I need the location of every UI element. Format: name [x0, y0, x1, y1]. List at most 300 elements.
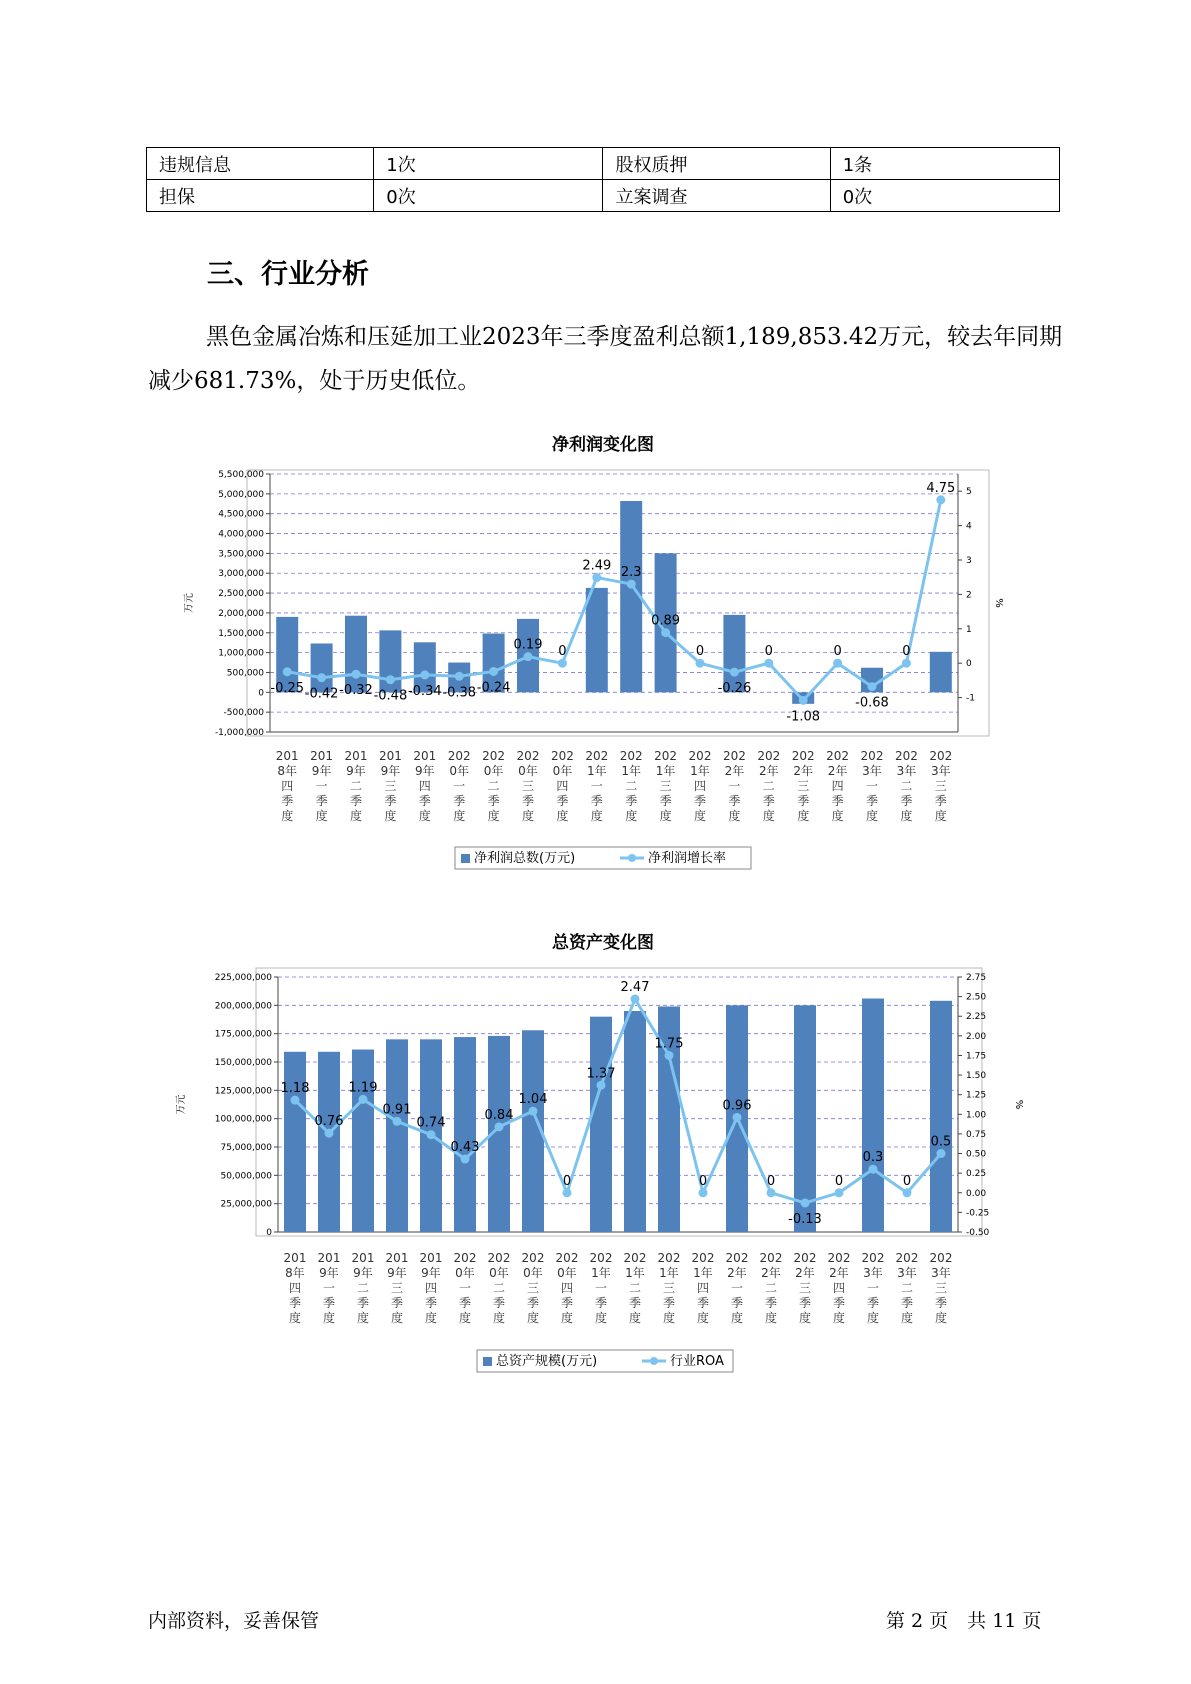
x-tick-label: 季 [865, 794, 879, 808]
x-tick-label: 度 [865, 809, 879, 823]
line-point [764, 659, 773, 668]
y-tick-label: 125,000,000 [214, 1086, 272, 1097]
data-label: 0.5 [930, 1134, 952, 1150]
x-tick-label: 四 [696, 1281, 710, 1295]
line-point [767, 1188, 776, 1197]
line-point [393, 1117, 402, 1126]
y2-tick-label: 3 [966, 556, 972, 566]
x-tick-label: 季 [458, 1296, 472, 1310]
line-point [592, 573, 601, 582]
info-table [146, 147, 1060, 212]
data-label: -0.13 [788, 1211, 822, 1227]
x-tick-label: 四 [418, 779, 431, 793]
x-tick-label: 202 [589, 1251, 613, 1265]
x-tick-label: 二 [625, 779, 638, 793]
line-point [359, 1095, 368, 1104]
x-tick-label: 季 [556, 794, 569, 808]
x-tick-label: 季 [384, 794, 397, 808]
y2-tick-label: -0.25 [966, 1208, 990, 1219]
data-label: -0.68 [855, 695, 889, 711]
x-tick-label: 9年 [319, 1266, 339, 1280]
y-tick-label: 150,000,000 [214, 1058, 272, 1068]
x-tick-label: 202 [487, 1251, 511, 1265]
x-tick-label: 202 [929, 749, 953, 763]
x-tick-label: 201 [275, 749, 299, 763]
x-tick-label: 0年 [557, 1266, 577, 1280]
x-tick-label: 度 [521, 809, 535, 823]
y-tick-label: 5,500,000 [218, 470, 264, 480]
y2-axis-title: % [1013, 1099, 1024, 1110]
y2-tick-label: 1 [966, 624, 972, 635]
legend-line-marker [650, 1357, 658, 1365]
line-point [283, 667, 292, 676]
x-tick-label: 3年 [931, 1266, 951, 1280]
data-label: 1.19 [348, 1080, 378, 1096]
y-tick-label: 2,000,000 [218, 608, 264, 619]
x-tick-label: 202 [453, 1251, 477, 1265]
table-cell: 0次 [374, 180, 603, 212]
x-tick-label: 季 [628, 1296, 642, 1310]
data-label: 0.76 [314, 1114, 344, 1130]
x-tick-label: 一 [315, 779, 328, 793]
y2-axis-title: % [993, 598, 1004, 608]
y2-tick-label: 2.50 [966, 992, 987, 1003]
bar [284, 1052, 306, 1232]
line-point [420, 670, 429, 679]
y-tick-label: 100,000,000 [214, 1114, 272, 1125]
x-tick-label: 202 [861, 1251, 885, 1265]
data-label: -0.24 [476, 680, 511, 696]
x-tick-label: 三 [521, 779, 535, 793]
x-tick-label: 202 [860, 749, 884, 763]
y2-tick-label: 2.00 [966, 1031, 987, 1042]
x-tick-label: 3年 [862, 764, 882, 778]
x-tick-label: 季 [730, 1296, 744, 1310]
x-tick-label: 季 [934, 794, 947, 808]
x-tick-label: 202 [722, 749, 746, 763]
table-cell: 违规信息 [147, 148, 374, 180]
y-tick-label: 200,000,000 [214, 1001, 272, 1012]
line-point [665, 1051, 674, 1060]
x-tick-label: 季 [659, 794, 672, 808]
x-tick-label: 三 [526, 1281, 540, 1295]
x-tick-label: 三 [662, 1281, 676, 1295]
x-tick-label: 季 [696, 1296, 710, 1310]
data-label: 0 [834, 1173, 844, 1189]
x-tick-label: 季 [590, 794, 603, 808]
x-tick-label: 二 [356, 1281, 370, 1295]
x-tick-label: 二 [492, 1281, 506, 1295]
x-tick-label: 0年 [523, 1266, 543, 1280]
y2-tick-label: 1.50 [966, 1071, 987, 1082]
x-tick-label: 度 [797, 809, 810, 823]
y2-tick-label: 1.00 [966, 1110, 987, 1121]
x-tick-label: 四 [288, 1281, 302, 1295]
x-tick-label: 202 [688, 749, 712, 763]
x-tick-label: 度 [487, 809, 500, 823]
bar [586, 588, 608, 692]
x-tick-label: 度 [693, 809, 707, 823]
x-tick-label: 季 [288, 1296, 302, 1310]
bar [311, 643, 333, 692]
y-axis-title: 万元 [176, 1094, 187, 1115]
legend-bar-swatch [483, 1357, 492, 1366]
footer-page-number: 第 2 页 共 11 页 [886, 1610, 1042, 1632]
x-tick-label: 2年 [727, 1266, 747, 1280]
x-tick-label: 2年 [761, 1266, 781, 1280]
x-tick-label: 3年 [897, 1266, 917, 1280]
x-tick-label: 四 [693, 779, 707, 793]
data-label: 0 [902, 1173, 912, 1189]
x-tick-label: 度 [492, 1311, 506, 1325]
x-tick-label: 度 [526, 1311, 540, 1325]
x-tick-label: 2年 [827, 764, 848, 778]
x-tick-label: 201 [310, 749, 334, 763]
x-tick-label: 度 [662, 1311, 676, 1325]
data-label: 0.96 [722, 1098, 752, 1114]
x-tick-label: 202 [521, 1251, 545, 1265]
x-tick-label: 1年 [591, 1266, 611, 1280]
line-point [799, 696, 808, 705]
y2-tick-label: 1.75 [966, 1051, 987, 1062]
line-point [529, 1107, 538, 1116]
x-tick-label: 202 [550, 749, 574, 763]
data-label: 0.74 [416, 1115, 446, 1131]
x-tick-label: 三 [934, 779, 947, 793]
bar [794, 1005, 816, 1232]
x-tick-label: 二 [628, 1281, 642, 1295]
assets-chart-title: 总资产变化图 [552, 933, 654, 953]
line-point [801, 1198, 810, 1207]
x-tick-label: 二 [900, 779, 913, 793]
x-tick-label: 202 [585, 749, 609, 763]
y2-tick-label: 2 [966, 590, 972, 601]
x-tick-label: 度 [288, 1311, 302, 1325]
line-point [291, 1096, 300, 1105]
table-cell: 立案调查 [603, 180, 830, 212]
line-point [699, 1188, 708, 1197]
x-tick-label: 0年 [489, 1266, 509, 1280]
x-tick-label: 9年 [380, 764, 401, 778]
y-tick-label: 5,000,000 [218, 489, 264, 500]
y-tick-label: 225,000,000 [214, 973, 272, 983]
x-tick-label: 一 [594, 1281, 608, 1295]
x-tick-label: 三 [390, 1281, 404, 1295]
section-heading: 三、行业分析 [207, 259, 369, 290]
data-label: -0.38 [442, 685, 477, 701]
x-tick-label: 度 [556, 809, 569, 823]
x-tick-label: 三 [934, 1281, 948, 1295]
x-tick-label: 0年 [483, 764, 504, 778]
y-axis-title: 万元 [184, 593, 195, 613]
y2-tick-label: -1 [966, 693, 975, 704]
x-tick-label: 季 [832, 1296, 846, 1310]
table-cell: 1次 [374, 148, 603, 180]
x-tick-label: 季 [866, 1296, 880, 1310]
x-tick-label: 度 [349, 809, 363, 823]
body-paragraph: 黑色金属冶炼和压延加工业2023年三季度盈利总额1,189,853.42万元，较去年同期减少681.73%，处于历史低位。 [148, 324, 1063, 394]
x-tick-label: 1年 [693, 1266, 713, 1280]
x-tick-label: 度 [659, 809, 672, 823]
y-tick-label: 4,000,000 [218, 529, 264, 540]
x-tick-label: 度 [384, 809, 397, 823]
x-tick-label: 季 [487, 794, 500, 808]
y2-tick-label: 2.75 [966, 973, 987, 983]
x-tick-label: 0年 [455, 1266, 475, 1280]
x-tick-label: 季 [418, 794, 431, 808]
x-tick-label: 三 [384, 779, 397, 793]
x-tick-label: 201 [283, 1251, 307, 1265]
x-tick-label: 202 [691, 1251, 715, 1265]
x-tick-label: 202 [894, 749, 918, 763]
x-tick-label: 1年 [655, 764, 676, 778]
data-label: 2.47 [620, 979, 650, 995]
bar [590, 1017, 612, 1232]
x-tick-label: 度 [356, 1311, 370, 1325]
x-tick-label: 202 [555, 1251, 579, 1265]
x-tick-label: 9年 [387, 1266, 407, 1280]
line-point [558, 659, 567, 668]
x-tick-label: 季 [322, 1296, 336, 1310]
bar [930, 1001, 952, 1232]
data-label: 0.89 [651, 613, 681, 629]
data-label: 1.37 [586, 1066, 616, 1082]
line-point [495, 1122, 504, 1131]
data-label: 0 [558, 644, 567, 660]
x-tick-label: 季 [728, 794, 741, 808]
line-point [902, 659, 911, 668]
y2-tick-label: 0.25 [966, 1169, 987, 1180]
x-tick-label: 202 [725, 1251, 749, 1265]
x-tick-label: 度 [315, 809, 328, 823]
bar [454, 1037, 476, 1232]
line-point [936, 495, 945, 504]
x-tick-label: 季 [315, 794, 328, 808]
x-tick-label: 8年 [285, 1266, 305, 1280]
x-tick-label: 202 [827, 1251, 851, 1265]
x-tick-label: 二 [900, 1281, 914, 1295]
x-tick-label: 季 [594, 1296, 608, 1310]
x-tick-label: 四 [281, 779, 294, 793]
x-tick-label: 度 [934, 809, 947, 823]
x-tick-label: 3年 [930, 764, 951, 778]
y-tick-label: 0 [258, 688, 264, 699]
data-label: 0.91 [382, 1102, 412, 1118]
legend-line-marker [628, 854, 636, 862]
data-label: 4.75 [926, 480, 956, 496]
data-label: -0.32 [339, 683, 373, 699]
x-tick-label: 201 [351, 1251, 375, 1265]
x-tick-label: 3年 [896, 764, 917, 778]
x-tick-label: 季 [625, 794, 638, 808]
line-point [455, 672, 464, 681]
x-tick-label: 度 [458, 1311, 472, 1325]
x-tick-label: 一 [728, 779, 741, 793]
x-tick-label: 四 [424, 1281, 438, 1295]
x-tick-label: 9年 [414, 764, 435, 778]
y2-tick-label: 4 [966, 521, 972, 532]
x-tick-label: 度 [390, 1311, 404, 1325]
x-tick-label: 2年 [829, 1266, 849, 1280]
x-tick-label: 季 [492, 1296, 506, 1310]
bar [318, 1052, 340, 1232]
x-tick-label: 9年 [421, 1266, 441, 1280]
x-tick-label: 一 [458, 1281, 472, 1295]
y-tick-label: 3,500,000 [218, 549, 264, 560]
x-tick-label: 度 [281, 809, 294, 823]
x-tick-label: 三 [797, 779, 810, 793]
x-tick-label: 202 [757, 749, 781, 763]
data-label: 0.43 [450, 1140, 480, 1156]
table-row [147, 148, 1060, 180]
x-tick-label: 9年 [353, 1266, 373, 1280]
assets-chart [150, 960, 1024, 1380]
y-tick-label: -1,000,000 [214, 728, 264, 738]
x-tick-label: 202 [654, 749, 678, 763]
x-tick-label: 度 [900, 1311, 914, 1325]
data-label: 0 [695, 644, 705, 660]
y-tick-label: 75,000,000 [220, 1143, 272, 1153]
data-label: 0 [766, 1173, 776, 1189]
data-label: 0.84 [484, 1107, 514, 1123]
footer-left: 内部资料，妥善保管 [148, 1610, 320, 1632]
line-point [461, 1155, 470, 1164]
data-label: 0.19 [513, 637, 543, 653]
data-label: -0.26 [717, 681, 752, 697]
y-tick-label: 0 [266, 1228, 272, 1238]
x-tick-label: 度 [866, 1311, 880, 1325]
x-tick-label: 202 [516, 749, 540, 763]
line-point [597, 1081, 606, 1090]
bar [345, 616, 367, 693]
x-tick-label: 202 [793, 1251, 817, 1265]
x-tick-label: 9年 [346, 764, 366, 778]
x-tick-label: 季 [453, 794, 466, 808]
x-tick-label: 四 [556, 779, 569, 793]
data-label: 0 [562, 1173, 572, 1189]
x-tick-label: 201 [317, 1251, 341, 1265]
x-tick-label: 2年 [793, 764, 814, 778]
data-label: 2.3 [620, 565, 642, 581]
bar [352, 1050, 374, 1232]
legend-bar-swatch [461, 854, 470, 863]
x-tick-label: 8年 [277, 764, 298, 778]
x-tick-label: 0年 [552, 764, 573, 778]
table-cell: 0次 [830, 180, 1059, 212]
line-point [730, 668, 739, 677]
x-tick-label: 季 [900, 794, 913, 808]
x-tick-label: 二 [349, 779, 363, 793]
x-tick-label: 度 [900, 809, 913, 823]
y2-tick-label: 0.50 [966, 1149, 987, 1160]
x-tick-label: 0年 [449, 764, 470, 778]
x-tick-label: 1年 [690, 764, 710, 778]
x-tick-label: 度 [934, 1311, 948, 1325]
bar [386, 1039, 408, 1232]
x-tick-label: 二 [487, 779, 500, 793]
x-tick-label: 201 [413, 749, 437, 763]
x-tick-label: 3年 [863, 1266, 883, 1280]
x-tick-label: 1年 [659, 1266, 679, 1280]
x-tick-label: 度 [424, 1311, 438, 1325]
y-tick-label: 1,000,000 [218, 648, 264, 659]
legend-label: 净利润增长率 [648, 851, 727, 866]
x-tick-label: 1年 [621, 764, 642, 778]
line-point [868, 682, 877, 691]
data-label: -1.08 [786, 709, 821, 725]
y2-tick-label: -0.50 [966, 1228, 990, 1238]
y-tick-label: 2,500,000 [218, 589, 264, 600]
x-tick-label: 度 [590, 809, 603, 823]
x-tick-label: 度 [625, 809, 638, 823]
x-tick-label: 季 [934, 1296, 948, 1310]
line-point [325, 1129, 334, 1138]
x-tick-label: 三 [659, 779, 672, 793]
x-tick-label: 季 [662, 1296, 676, 1310]
data-label: 2.49 [582, 558, 612, 574]
bar [862, 999, 884, 1232]
x-tick-label: 202 [895, 1251, 919, 1265]
line-point [733, 1113, 742, 1122]
table-cell: 担保 [147, 180, 374, 212]
x-tick-label: 201 [344, 749, 368, 763]
line-point [627, 580, 636, 589]
legend-label: 行业ROA [670, 1354, 724, 1369]
table-row [147, 180, 1060, 212]
x-tick-label: 202 [482, 749, 506, 763]
x-tick-label: 202 [826, 749, 850, 763]
x-tick-label: 一 [322, 1281, 336, 1295]
x-tick-label: 季 [281, 794, 294, 808]
line-point [352, 670, 361, 679]
line-point [631, 994, 640, 1003]
x-tick-label: 三 [798, 1281, 812, 1295]
x-tick-label: 202 [791, 749, 815, 763]
line-point [661, 628, 670, 637]
x-tick-label: 度 [322, 1311, 336, 1325]
x-tick-label: 一 [866, 1281, 880, 1295]
x-tick-label: 0年 [518, 764, 538, 778]
data-label: 0 [698, 1173, 708, 1189]
data-label: 0 [833, 644, 842, 660]
y-tick-label: 50,000,000 [220, 1171, 272, 1182]
x-tick-label: 度 [798, 1311, 812, 1325]
x-tick-label: 四 [832, 1281, 846, 1295]
data-label: -0.34 [407, 683, 442, 699]
x-tick-label: 202 [929, 1251, 953, 1265]
line-point [563, 1188, 572, 1197]
x-tick-label: 度 [728, 809, 741, 823]
x-tick-label: 度 [764, 1311, 778, 1325]
x-tick-label: 2年 [758, 764, 779, 778]
y2-tick-label: 5 [966, 487, 972, 498]
y-tick-label: 500,000 [226, 668, 264, 679]
data-label: 1.18 [280, 1081, 310, 1097]
x-tick-label: 202 [447, 749, 471, 763]
x-tick-label: 季 [762, 794, 775, 808]
y-tick-label: 1,500,000 [218, 628, 264, 639]
x-tick-label: 1年 [586, 764, 607, 778]
x-tick-label: 四 [560, 1281, 574, 1295]
x-tick-label: 2年 [795, 1266, 815, 1280]
x-tick-label: 季 [764, 1296, 778, 1310]
x-tick-label: 季 [560, 1296, 574, 1310]
bar [624, 1011, 646, 1232]
x-tick-label: 一 [453, 779, 466, 793]
x-tick-label: 四 [831, 779, 844, 793]
profit-chart [150, 462, 1010, 882]
y2-tick-label: 0 [966, 659, 972, 670]
